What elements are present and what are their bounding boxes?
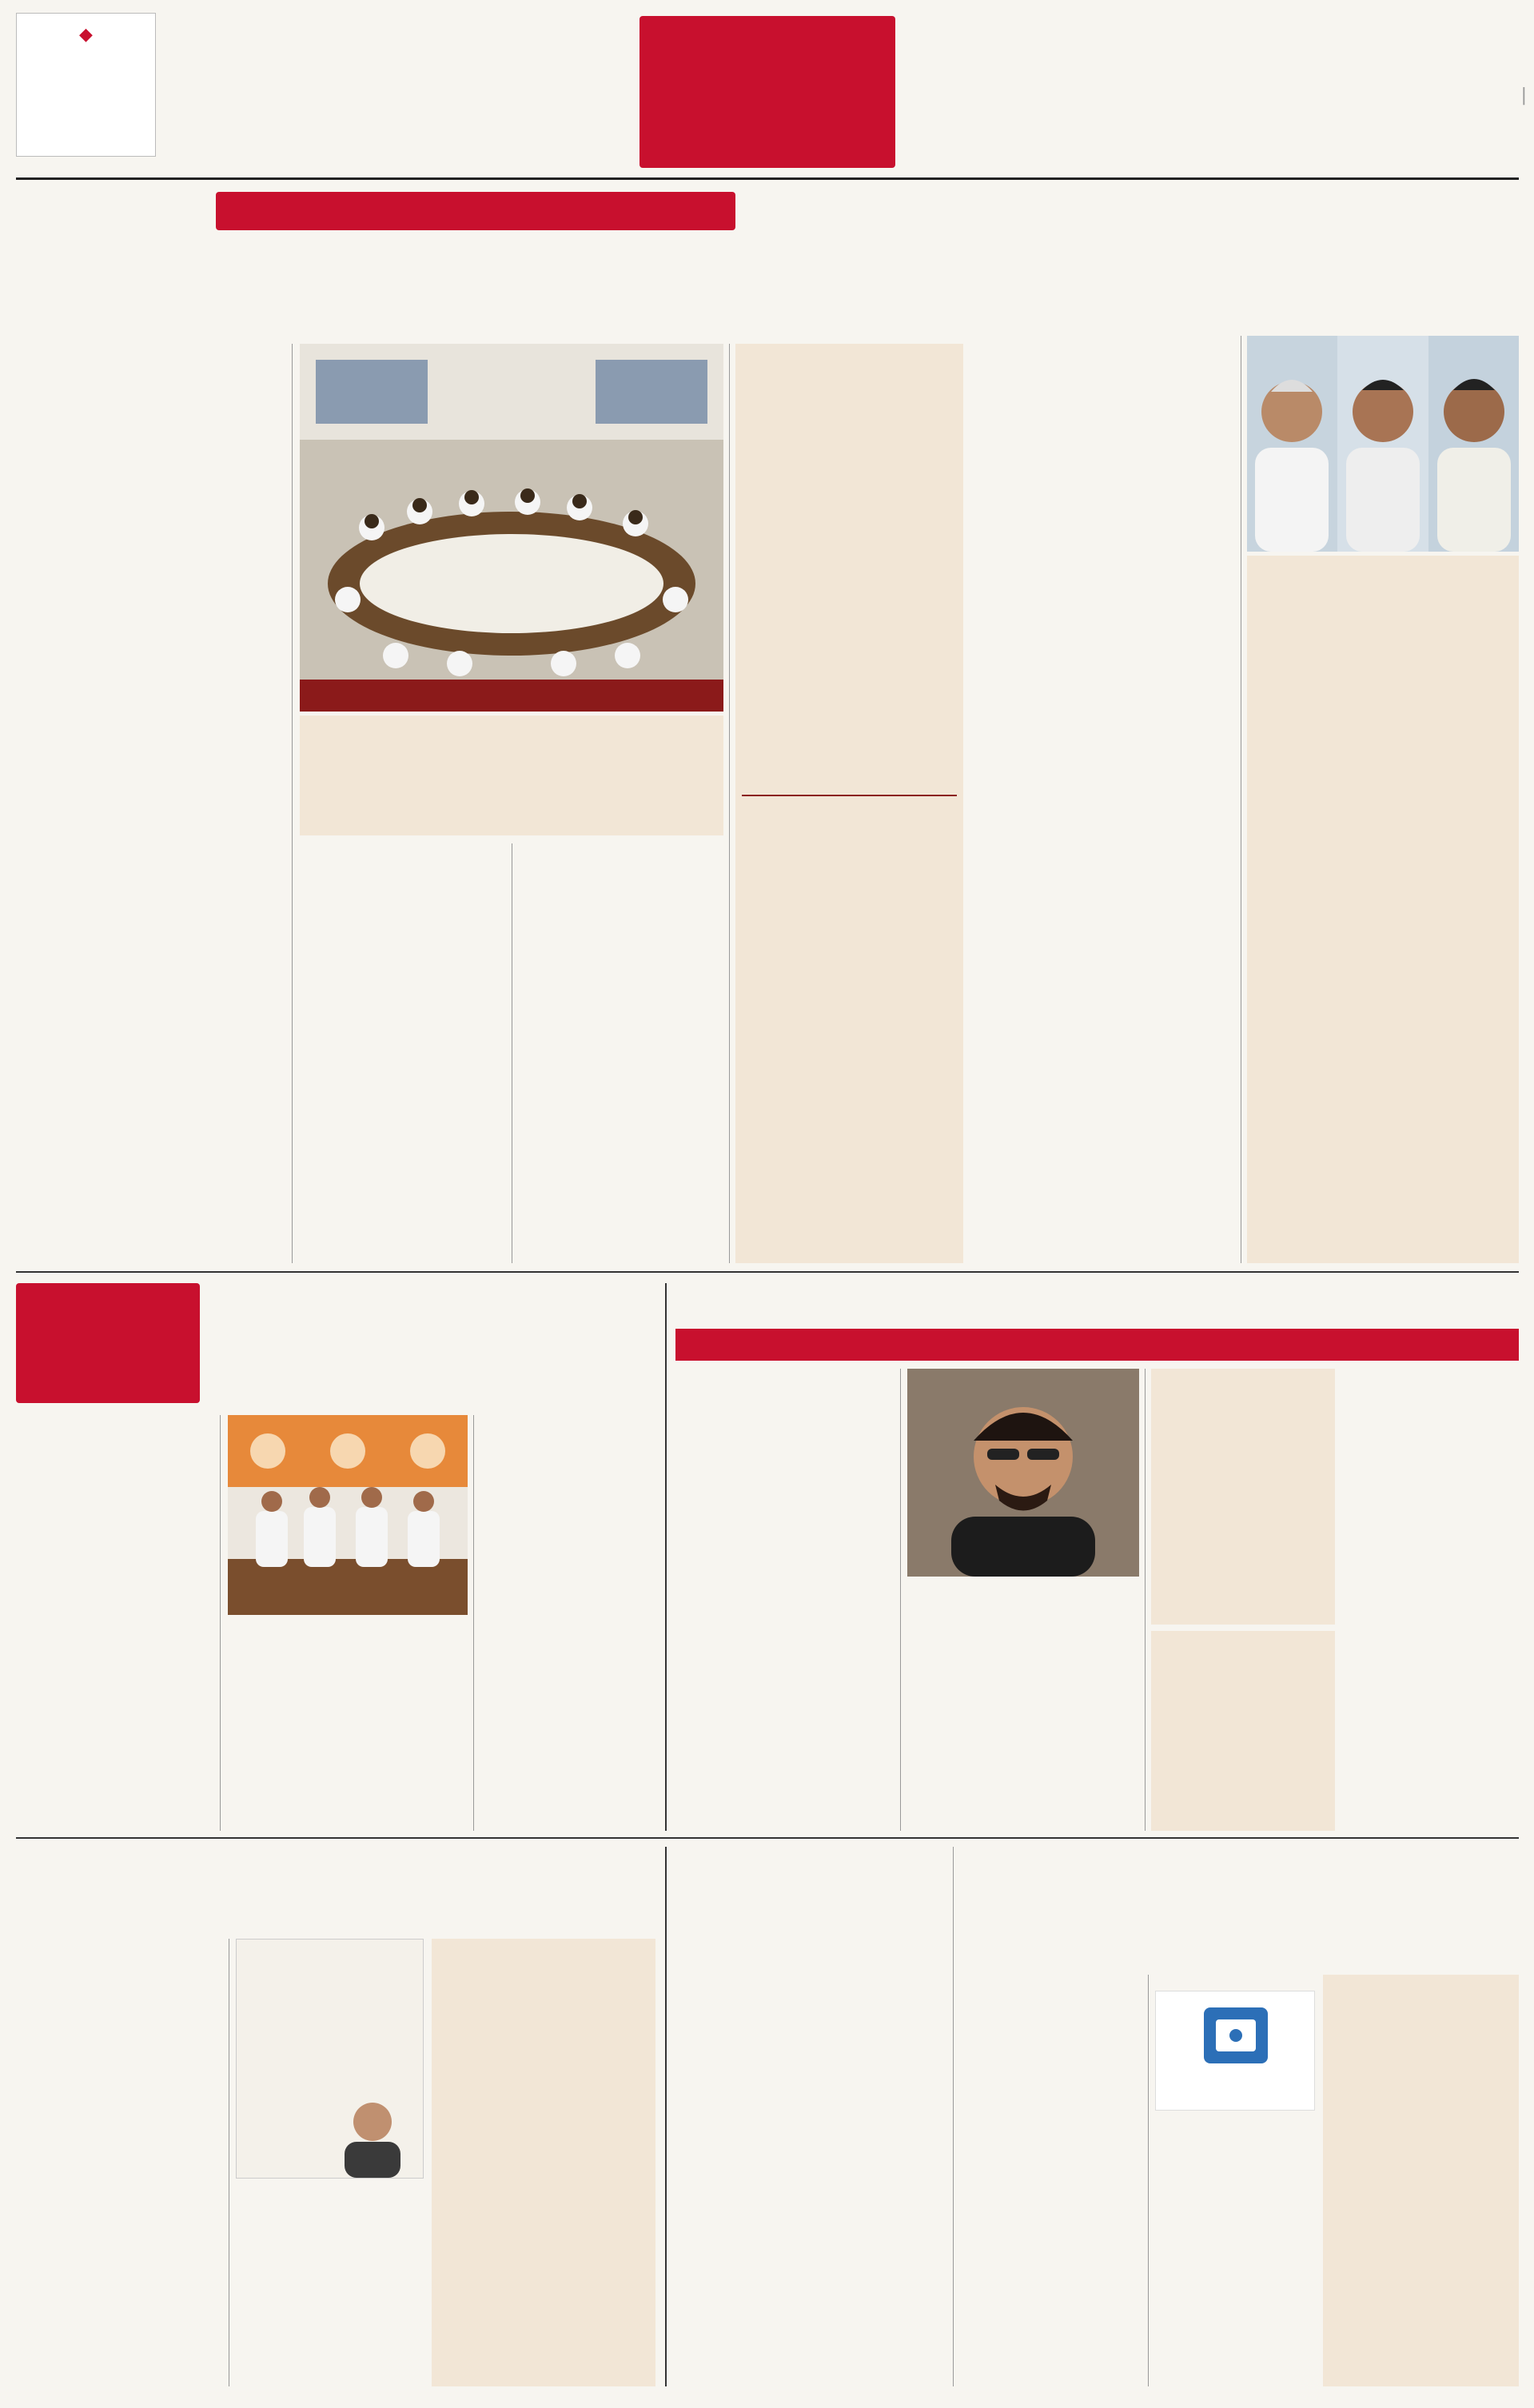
story7-digilocker-logo: [1155, 1991, 1315, 2111]
story7-col2: [1155, 2119, 1315, 2386]
story1-headline: [16, 240, 959, 336]
story3-headline: [212, 1287, 659, 1407]
story4-box3-body: [1345, 1377, 1516, 1752]
story4-box3: [1341, 1369, 1519, 1831]
digilocker-icon: [1156, 1991, 1315, 2079]
story7-box-body: [1329, 1986, 1512, 2342]
teaser-left-body: [192, 21, 624, 141]
story1-sidebar: [735, 344, 963, 1263]
story1-col3: [520, 843, 723, 1263]
person-silhouette: [237, 2098, 424, 2178]
story3-photo: [228, 1415, 468, 1615]
story5-headline: [16, 1879, 655, 1927]
story1-caption: [300, 716, 723, 835]
story2-box-body: [1253, 567, 1512, 1230]
story1-side-body: [742, 355, 957, 787]
story7-col1: [959, 1975, 1143, 2386]
story2-col1: [975, 336, 1235, 1263]
story1-col1: [16, 344, 288, 1263]
story7-headline: [959, 1847, 1519, 1939]
story1-side-body2: [742, 804, 957, 1124]
teaser-right: [911, 16, 1407, 168]
story5-col1: [16, 1939, 224, 2386]
story4-box2-body: [1156, 1639, 1330, 1795]
story2-headline: [1151, 204, 1519, 324]
story1-kicker: [216, 192, 735, 230]
candidate-photo: [907, 1369, 1139, 1577]
story1-col2: [300, 843, 508, 1263]
brand-box: [16, 13, 156, 157]
meeting-room-image: [300, 344, 723, 680]
story5-box-body: [438, 1950, 649, 2342]
teaser-right-body: [911, 21, 1407, 141]
story1-caption-bar: [300, 680, 723, 712]
story4-box2: [1151, 1631, 1335, 1831]
story2-box: [1247, 556, 1519, 1263]
story4-headline: [675, 1283, 1519, 1323]
story3-tag: [16, 1283, 200, 1403]
story3-col1: [16, 1415, 216, 1831]
story6-col: [675, 1919, 947, 2386]
story2-kicker: [975, 192, 1143, 324]
brand-diamond-icon: ◆: [79, 25, 93, 45]
story4-col2: [907, 1581, 1139, 1831]
party-meeting-image: [228, 1415, 468, 1615]
story5-poster: [236, 1939, 424, 2179]
teaser-left: [192, 16, 624, 168]
story4-portrait: [907, 1369, 1139, 1577]
politicians-photo: [1247, 336, 1519, 552]
story2-portraits: [1247, 336, 1519, 552]
story4-box1-body: [1156, 1377, 1330, 1593]
page-info: |: [1520, 86, 1527, 106]
story4-subhead-bar: [675, 1329, 1519, 1361]
story4-box1: [1151, 1369, 1335, 1625]
story3-col3: [480, 1415, 659, 1831]
story1-meeting-photo: [300, 344, 723, 680]
masthead-rule: [16, 177, 1519, 180]
story5-col2: [236, 2183, 424, 2386]
story3-col2: [228, 1619, 468, 1831]
story5-box: [432, 1939, 655, 2386]
story7-box: [1323, 1975, 1519, 2386]
story4-col1: [675, 1369, 895, 1831]
section-banner: [639, 16, 895, 168]
